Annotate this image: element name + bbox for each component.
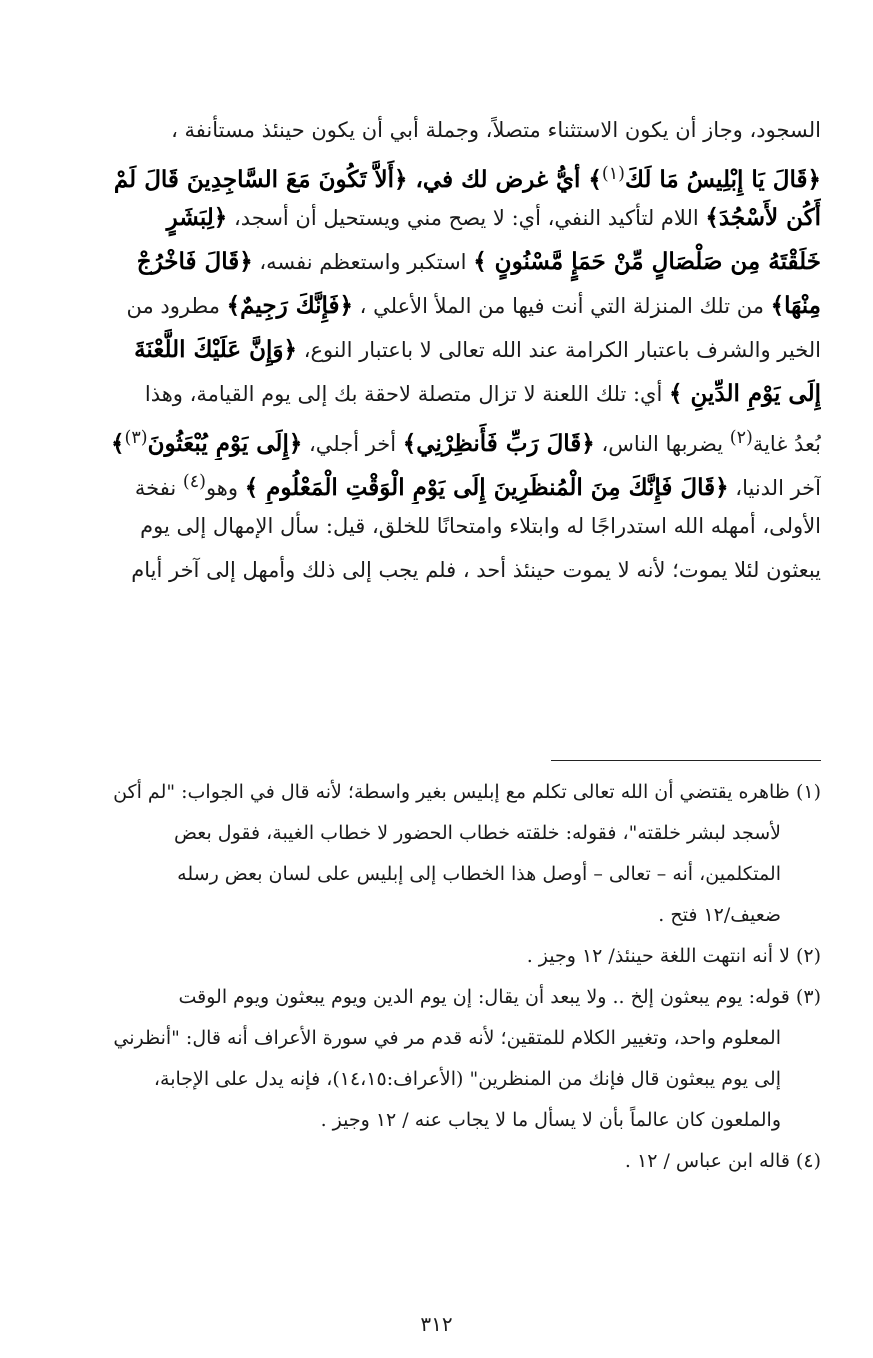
quran-verse: ﴿إِلَى يَوْمِ يُبْعَثُونَ xyxy=(147,430,303,457)
footnotes-block xyxy=(55,772,821,1182)
page-number: ٣١٢ xyxy=(420,1312,453,1336)
quran-verse: مِنْهَا﴾ xyxy=(770,292,821,319)
quran-verse: ﴿وَإِنَّ عَلَيْكَ اللَّعْنَةَ xyxy=(134,336,298,363)
quran-verse: ﴿لِبَشَرٍ xyxy=(166,204,228,231)
quran-verse: ﴿قَالَ رَبِّ فَأَنظِرْنِي﴾ xyxy=(402,430,595,457)
text-span: من تلك المنزلة التي أنت فيها من الملأ الأعلي ، xyxy=(352,294,771,318)
text-span: استكبر واستعظم نفسه، xyxy=(252,250,474,274)
text-line xyxy=(55,504,821,548)
footnote-line: (١) ظاهره يقتضي أن الله تعالى تكلم مع إبليس بغير واسطة؛ لأنه قال في الجواب: "لم أكن xyxy=(113,781,821,803)
text-span: الخير والشرف باعتبار الكرامة عند الله تعالى لا باعتبار النوع، xyxy=(297,338,821,362)
quran-verse: خَلَقْتَهُ مِن صَلْصَالٍ مِّنْ حَمَإٍ مَّسْنُونٍ ﴾ xyxy=(473,248,821,275)
footnote-marker: (٢) xyxy=(729,428,753,448)
quran-verse: إِلَى يَوْمِ الدِّينِ ﴾ xyxy=(669,380,821,407)
footnote-marker: (٣) xyxy=(124,428,148,448)
quran-bracket: ﴾ أيُّ غرض لك في، xyxy=(407,166,602,193)
quran-verse: ﴿أَلاَّ تَكُونَ مَعَ السَّاجِدِينَ قَالَ لَمْ xyxy=(113,166,408,193)
footnote-marker: (١) xyxy=(601,164,625,184)
text-line xyxy=(55,240,821,284)
text-span: أخر أجلي، xyxy=(302,432,403,456)
text-line xyxy=(55,152,821,196)
quran-bracket: ﴾ xyxy=(111,430,125,457)
footnote-marker: (٤) xyxy=(182,472,206,492)
text-span: مطرود من xyxy=(126,294,227,318)
text-line xyxy=(55,416,821,460)
text-span: اللام لتأكيد النفي، أي: لا يصح مني ويستحيل أن أسجد، xyxy=(227,206,706,230)
footnote-line: (٣) قوله: يوم يبعثون إلخ .. ولا يبعد أن يقال: إن يوم الدين ويوم يبعثون ويوم الوقت xyxy=(178,986,821,1008)
quran-verse: ﴿قَالَ فَاخْرُجْ xyxy=(136,248,253,275)
text-span: يضربها الناس، xyxy=(594,432,730,456)
footnote-divider xyxy=(551,760,821,761)
text-line xyxy=(55,284,821,328)
quran-verse: ﴿قَالَ فَإِنَّكَ مِنَ الْمُنظَرِينَ إِلَى يَوْمِ الْوَقْتِ الْمَعْلُومِ ﴾ xyxy=(244,474,729,501)
text-line xyxy=(55,108,821,152)
text-span: أي: تلك اللعنة لا تزال متصلة لاحقة بك إلى يوم القيامة، وهذا xyxy=(144,382,670,406)
footnote-line: المتكلمين، أنه – تعالى – أوصل هذا الخطاب إلى إبليس على لسان بعض رسله xyxy=(177,863,781,885)
text-span: السجود، وجاز أن يكون الاستثناء متصلاً، وجملة أبي أن يكون حينئذ مستأنفة ، xyxy=(171,118,821,142)
text-line xyxy=(55,548,821,592)
text-span: وهو xyxy=(205,476,245,500)
text-span: الأولى، أمهله الله استدراجًا له وابتلاء وامتحانًا للخلق، قيل: سأل الإمهال إلى يوم xyxy=(140,514,821,538)
footnote-line: لأسجد لبشر خلقته"، فقوله: خلقته خطاب الحضور لا خطاب الغيبة، فقول بعض xyxy=(174,822,781,844)
text-line xyxy=(55,328,821,372)
footnote-line: والملعون كان عالماً بأن لا يسأل ما لا يجاب عنه / ١٢ وجيز . xyxy=(320,1109,781,1131)
main-text-block xyxy=(55,108,821,592)
text-span: بُعدُ غاية xyxy=(752,432,821,456)
text-span: آخر الدنيا، xyxy=(728,476,821,500)
text-line xyxy=(55,372,821,416)
footnote-line: ضعيف/١٢ فتح . xyxy=(658,904,781,926)
quran-verse: ﴿فَإِنَّكَ رَجِيمٌ﴾ xyxy=(226,292,353,319)
quran-verse: ﴿قَالَ يَا إِبْلِيسُ مَا لَكَ xyxy=(624,166,821,193)
footnote-line: المعلوم واحد، وتغيير الكلام للمتقين؛ لأنه قدم مر في سورة الأعراف أنه قال: "أنظرني xyxy=(113,1027,781,1049)
footnote-line: (٢) لا أنه انتهت اللغة حينئذ/ ١٢ وجيز . xyxy=(526,945,821,967)
quran-verse: أَكُن لأَسْجُدَ﴾ xyxy=(705,204,821,231)
footnote-line: إلى يوم يبعثون قال فإنك من المنظرين" (الأعراف:١٤،١٥)، فإنه يدل على الإجابة، xyxy=(153,1068,781,1090)
footnote-line: (٤) قاله ابن عباس / ١٢ . xyxy=(624,1150,821,1172)
text-span: يبعثون لئلا يموت؛ لأنه لا يموت حينئذ أحد ، فلم يجب إلى ذلك وأمهل إلى آخر أيام xyxy=(131,558,821,582)
text-line xyxy=(55,196,821,240)
text-line xyxy=(55,460,821,504)
text-span: نفخة xyxy=(134,476,183,500)
